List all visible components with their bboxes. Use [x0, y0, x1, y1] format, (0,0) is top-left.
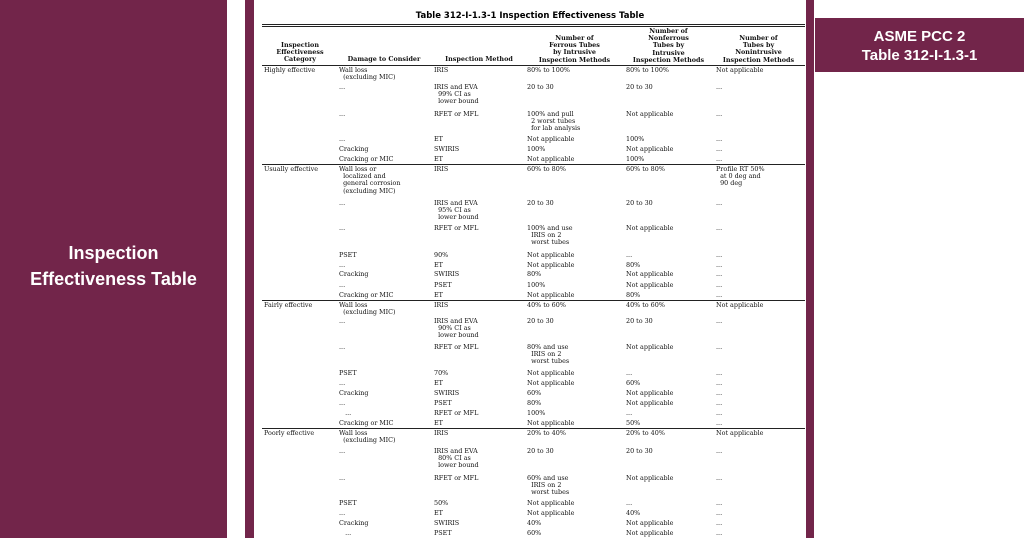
table-cell-nonintrusive: ... — [716, 529, 723, 537]
header-method: Inspection Method — [445, 55, 513, 63]
table-cell-nonintrusive: ... — [716, 499, 723, 507]
table-cell-ferrous: 80% to 100% — [527, 66, 570, 74]
table-cell-damage: Cracking — [339, 270, 369, 278]
table-cell-ferrous: 40% — [527, 519, 542, 527]
table-cell-method: RFET or MFL — [434, 224, 479, 232]
table-rule-top — [262, 24, 805, 25]
table-cell-nonintrusive: ... — [716, 251, 723, 259]
table-cell-damage: Cracking — [339, 389, 369, 397]
table-cell-method: SWIRIS — [434, 519, 460, 527]
table-cell-nonintrusive: ... — [716, 110, 723, 118]
table-title: Table 312-I-1.3-1 Inspection Effectiveness Table — [415, 11, 645, 21]
table-cell-nonintrusive: ... — [716, 419, 723, 427]
table-cell-ferrous: 20 to 30 — [527, 447, 554, 455]
table-cell-nonintrusive: ... — [716, 155, 723, 163]
table-cell-damage: Wall loss (excluding MIC) — [339, 301, 396, 317]
table-cell-nonintrusive: Not applicable — [716, 66, 764, 74]
table-cell-damage: PSET — [339, 369, 357, 377]
table-cell-damage: ... — [339, 135, 346, 143]
table-cell-nonferrous: Not applicable — [626, 529, 674, 537]
table-cell-ferrous: Not applicable — [527, 261, 575, 269]
table-cell-nonferrous: 40% to 60% — [626, 301, 665, 309]
table-cell-method: SWIRIS — [434, 145, 460, 153]
table-cell-damage: Wall loss (excluding MIC) — [339, 429, 396, 445]
table-cell-ferrous: 20 to 30 — [527, 317, 554, 325]
table-cell-nonintrusive: Not applicable — [716, 301, 764, 309]
table-cell-nonintrusive: ... — [716, 317, 723, 325]
table-cell-nonintrusive: ... — [716, 343, 723, 351]
table-cell-nonferrous: Not applicable — [626, 519, 674, 527]
table-cell-damage: ... — [339, 447, 346, 455]
table-cell-nonintrusive: ... — [716, 369, 723, 377]
table-cell-method: ET — [434, 291, 443, 299]
table-cell-nonferrous: 50% — [626, 419, 641, 427]
table-cell-ferrous: Not applicable — [527, 155, 575, 163]
table-cell-ferrous: 100% and pull 2 worst tubes for lab analysis — [527, 110, 581, 133]
table-cell-ferrous: 20 to 30 — [527, 83, 554, 91]
table-cell-category: Poorly effective — [264, 429, 315, 437]
table-cell-method: ET — [434, 509, 443, 517]
table-cell-nonintrusive: ... — [716, 270, 723, 278]
table-cell-nonintrusive: ... — [716, 509, 723, 517]
table-cell-nonintrusive: ... — [716, 145, 723, 153]
table-cell-method: RFET or MFL — [434, 110, 479, 118]
table-cell-nonferrous: Not applicable — [626, 399, 674, 407]
table-cell-nonferrous: 100% — [626, 155, 645, 163]
table-cell-nonintrusive: ... — [716, 291, 723, 299]
table-cell-damage: ... — [339, 199, 346, 207]
left-panel — [0, 0, 227, 538]
table-cell-nonferrous: Not applicable — [626, 474, 674, 482]
table-cell-ferrous: 60% to 80% — [527, 165, 566, 173]
table-cell-nonferrous: Not applicable — [626, 281, 674, 289]
table-cell-nonferrous: Not applicable — [626, 145, 674, 153]
table-cell-nonferrous: Not applicable — [626, 110, 674, 118]
table-cell-nonintrusive: ... — [716, 224, 723, 232]
table-cell-damage: Cracking or MIC — [339, 419, 394, 427]
table-cell-ferrous: 80% and use IRIS on 2 worst tubes — [527, 343, 570, 366]
table-cell-damage: ... — [339, 317, 346, 325]
table-cell-nonferrous: 100% — [626, 135, 645, 143]
table-cell-method: ET — [434, 155, 443, 163]
table-cell-damage: Cracking — [339, 145, 369, 153]
table-cell-ferrous: 20 to 30 — [527, 199, 554, 207]
table-cell-damage: Wall loss (excluding MIC) — [339, 66, 396, 82]
table-cell-nonintrusive: ... — [716, 199, 723, 207]
table-cell-nonferrous: 20 to 30 — [626, 83, 653, 91]
table-cell-damage: ... — [339, 529, 352, 537]
table-cell-method: RFET or MFL — [434, 409, 479, 417]
table-cell-nonintrusive: ... — [716, 474, 723, 482]
table-cell-nonferrous: 80% — [626, 261, 641, 269]
table-cell-nonferrous: ... — [626, 409, 633, 417]
table-cell-ferrous: 60% — [527, 389, 542, 397]
table-cell-nonferrous: ... — [626, 369, 633, 377]
table-cell-nonintrusive: ... — [716, 83, 723, 91]
table-cell-method: IRIS and EVA 99% CI as lower bound — [434, 83, 479, 106]
table-cell-damage: PSET — [339, 251, 357, 259]
table-cell-method: IRIS — [434, 165, 449, 173]
table-cell-ferrous: Not applicable — [527, 251, 575, 259]
table-cell-nonintrusive: Not applicable — [716, 429, 764, 437]
table-cell-damage: Cracking — [339, 519, 369, 527]
document-page — [254, 0, 806, 538]
table-cell-nonferrous: ... — [626, 251, 633, 259]
table-cell-nonintrusive: ... — [716, 447, 723, 455]
table-cell-ferrous: 20% to 40% — [527, 429, 566, 437]
table-cell-damage: ... — [339, 509, 346, 517]
table-cell-method: ET — [434, 135, 443, 143]
table-cell-ferrous: 100% — [527, 145, 546, 153]
table-cell-damage: Cracking or MIC — [339, 291, 394, 299]
table-cell-ferrous: Not applicable — [527, 291, 575, 299]
table-cell-damage: ... — [339, 474, 346, 482]
table-cell-method: PSET — [434, 529, 452, 537]
table-cell-method: IRIS and EVA 80% CI as lower bound — [434, 447, 479, 470]
table-cell-nonferrous: 80% — [626, 291, 641, 299]
header-nonintrusive: Number of Tubes by Nonintrusive Inspection Methods — [722, 34, 795, 64]
table-cell-category: Fairly effective — [264, 301, 313, 309]
table-cell-nonintrusive: ... — [716, 399, 723, 407]
table-cell-ferrous: Not applicable — [527, 369, 575, 377]
table-cell-method: ET — [434, 261, 443, 269]
table-cell-method: IRIS and EVA 90% CI as lower bound — [434, 317, 479, 340]
table-cell-nonferrous: 20 to 30 — [626, 447, 653, 455]
table-cell-method: PSET — [434, 399, 452, 407]
table-cell-ferrous: Not applicable — [527, 379, 575, 387]
table-cell-method: SWIRIS — [434, 389, 460, 397]
header-damage: Damage to Consider — [347, 55, 421, 63]
table-cell-damage: ... — [339, 343, 346, 351]
table-cell-method: 70% — [434, 369, 449, 377]
table-cell-ferrous: 100% — [527, 281, 546, 289]
table-cell-nonintrusive: ... — [716, 281, 723, 289]
table-rule-top-double — [262, 26, 805, 27]
table-cell-nonferrous: ... — [626, 499, 633, 507]
table-cell-method: RFET or MFL — [434, 343, 479, 351]
table-cell-ferrous: 80% — [527, 270, 542, 278]
table-cell-ferrous: 40% to 60% — [527, 301, 566, 309]
table-cell-damage: ... — [339, 399, 346, 407]
table-cell-method: RFET or MFL — [434, 474, 479, 482]
table-cell-method: IRIS — [434, 66, 449, 74]
table-cell-nonferrous: 20 to 30 — [626, 317, 653, 325]
table-cell-nonintrusive: ... — [716, 389, 723, 397]
table-cell-damage: ... — [339, 409, 352, 417]
table-cell-method: SWIRIS — [434, 270, 460, 278]
table-cell-ferrous: 80% — [527, 399, 542, 407]
header-nonferrous: Number of Nonferrous Tubes by Intrusive Inspection Methods — [632, 27, 705, 64]
table-cell-ferrous: 100% and use IRIS on 2 worst tubes — [527, 224, 573, 247]
table-cell-nonferrous: Not applicable — [626, 270, 674, 278]
table-cell-nonintrusive: ... — [716, 519, 723, 527]
table-cell-ferrous: 60% — [527, 529, 542, 537]
table-cell-method: ET — [434, 419, 443, 427]
table-cell-damage: ... — [339, 110, 346, 118]
table-cell-nonintrusive: ... — [716, 379, 723, 387]
table-cell-damage: Cracking or MIC — [339, 155, 394, 163]
table-cell-method: 90% — [434, 251, 449, 259]
table-cell-method: IRIS — [434, 301, 449, 309]
table-cell-nonferrous: 80% to 100% — [626, 66, 669, 74]
table-cell-nonferrous: 20% to 40% — [626, 429, 665, 437]
table-cell-nonintrusive: Profile RT 50% at 0 deg and 90 deg — [716, 165, 765, 188]
table-cell-method: IRIS and EVA 95% CI as lower bound — [434, 199, 479, 222]
table-cell-category: Highly effective — [264, 66, 316, 74]
table-cell-method: IRIS — [434, 429, 449, 437]
table-cell-damage: ... — [339, 261, 346, 269]
table-cell-nonferrous: Not applicable — [626, 224, 674, 232]
table-cell-nonferrous: Not applicable — [626, 343, 674, 351]
table-cell-nonintrusive: ... — [716, 135, 723, 143]
table-cell-nonferrous: Not applicable — [626, 389, 674, 397]
table-cell-nonferrous: 60% — [626, 379, 641, 387]
reference-badge — [815, 18, 1024, 72]
slide-title: Inspection Effectiveness Table — [30, 243, 197, 289]
header-ferrous: Number of Ferrous Tubes by Intrusive Inspection Methods — [538, 34, 611, 64]
table-cell-nonintrusive: ... — [716, 261, 723, 269]
table-cell-method: 50% — [434, 499, 449, 507]
table-cell-ferrous: Not applicable — [527, 509, 575, 517]
table-cell-method: PSET — [434, 281, 452, 289]
table-cell-nonferrous: 40% — [626, 509, 641, 517]
table-cell-ferrous: 60% and use IRIS on 2 worst tubes — [527, 474, 570, 497]
table-cell-damage: ... — [339, 224, 346, 232]
table-cell-damage: Wall loss or localized and general corrosion (excluding MIC) — [339, 165, 401, 195]
table-cell-damage: ... — [339, 379, 346, 387]
table-cell-damage: ... — [339, 281, 346, 289]
table-cell-damage: ... — [339, 83, 346, 91]
table-cell-ferrous: Not applicable — [527, 135, 575, 143]
table-cell-method: ET — [434, 379, 443, 387]
header-category: Inspection Effectiveness Category — [276, 41, 324, 64]
reference-title: ASME PCC 2 Table 312-I-1.3-1 — [861, 28, 978, 64]
table-cell-nonintrusive: ... — [716, 409, 723, 417]
table-cell-ferrous: 100% — [527, 409, 546, 417]
table-cell-nonferrous: 20 to 30 — [626, 199, 653, 207]
table-cell-ferrous: Not applicable — [527, 419, 575, 427]
table-cell-damage: PSET — [339, 499, 357, 507]
table-cell-ferrous: Not applicable — [527, 499, 575, 507]
table-cell-nonferrous: 60% to 80% — [626, 165, 665, 173]
table-cell-category: Usually effective — [264, 165, 319, 173]
